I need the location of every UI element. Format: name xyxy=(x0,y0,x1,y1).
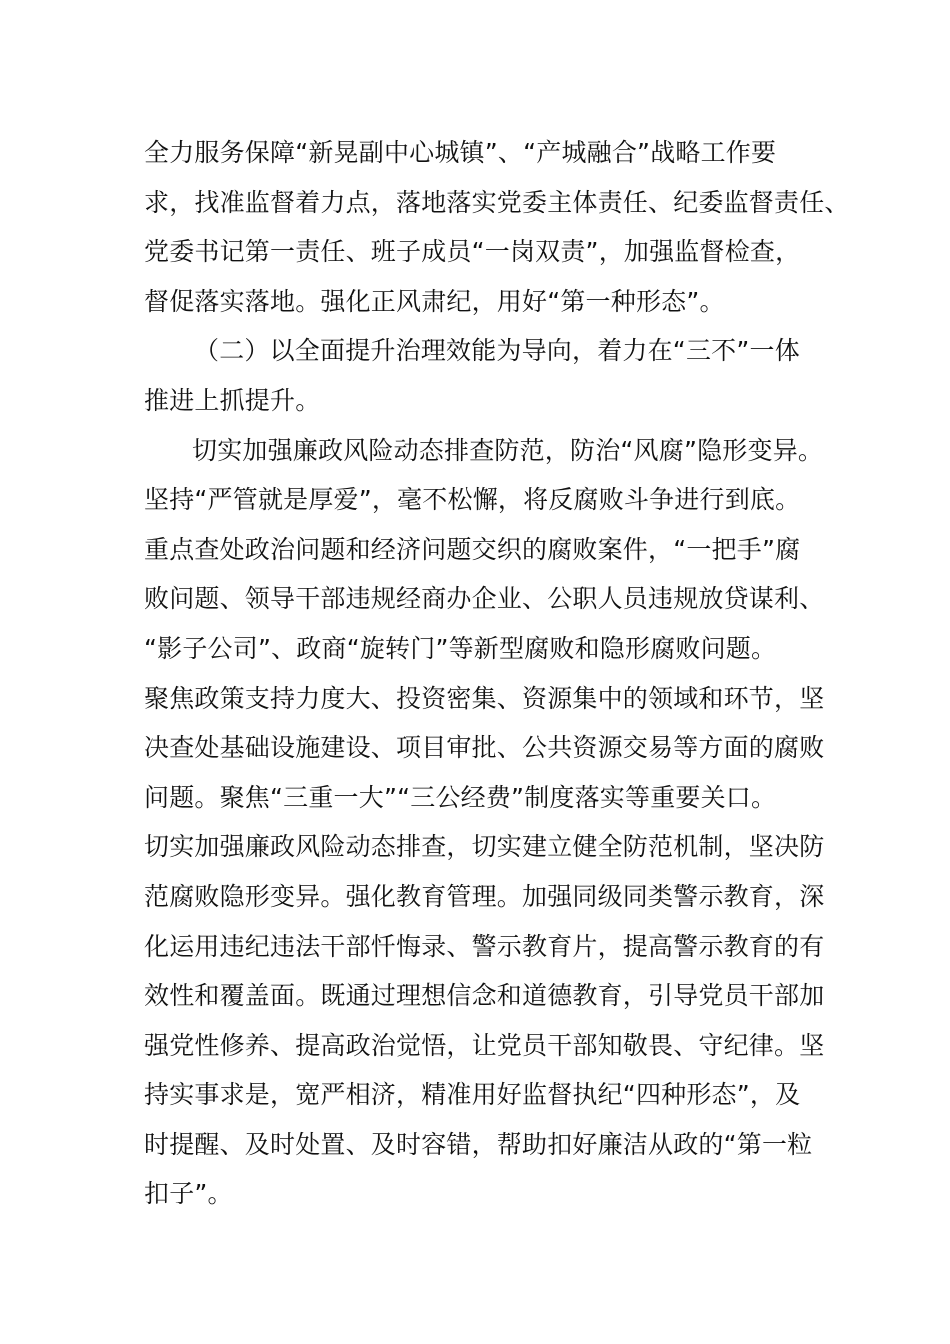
text-line-3: 党委书记第一责任、班子成员“一岗双责”，加强监督检查， xyxy=(144,237,801,267)
section-heading-line-1: （二）以全面提升治理效能为导向，着力在“三不”一体 xyxy=(194,336,800,366)
text-line-13: 决查处基础设施建设、项目审批、公共资源交易等方面的腐败 xyxy=(144,733,825,763)
text-line-16: 范腐败隐形变异。强化教育管理。加强同级同类警示教育，深 xyxy=(144,881,825,911)
text-line-18: 效性和覆盖面。既通过理想信念和道德教育，引导党员干部加 xyxy=(144,981,825,1011)
text-line-15: 切实加强廉政风险动态排查，切实建立健全防范机制，坚决防 xyxy=(144,832,825,862)
text-line-11: “影子公司”、政商“旋转门”等新型腐败和隐形腐败问题。 xyxy=(144,633,777,663)
text-line-9: 重点查处政治问题和经济问题交织的腐败案件，“一把手”腐 xyxy=(144,534,801,564)
text-line-2: 求，找准监督着力点，落地落实党委主体责任、纪委监督责任、 xyxy=(144,187,850,217)
text-line-4: 督促落实落地。强化正风肃纪，用好“第一种形态”。 xyxy=(144,286,725,316)
text-line-22: 扣子”。 xyxy=(144,1179,233,1209)
text-line-14: 问题。聚焦“三重一大”“三公经费”制度落实等重要关口。 xyxy=(144,782,777,812)
section-heading-line-2: 推进上抓提升。 xyxy=(144,385,321,415)
text-line-1: 全力服务保障“新晃副中心城镇”、“产城融合”战略工作要 xyxy=(144,138,777,167)
text-line-8: 坚持“严管就是厚爱”，毫不松懈，将反腐败斗争进行到底。 xyxy=(144,485,801,515)
text-line-20: 持实事求是，宽严相济，精准用好监督执纪“四种形态”，及 xyxy=(144,1080,801,1110)
text-line-10: 败问题、领导干部违规经商办企业、公职人员违规放贷谋利、 xyxy=(144,584,825,614)
text-line-12: 聚焦政策支持力度大、投资密集、资源集中的领域和环节，坚 xyxy=(144,683,825,713)
text-line-21: 时提醒、及时处置、及时容错，帮助扣好廉洁从政的“第一粒 xyxy=(144,1129,813,1159)
text-line-17: 化运用违纪违法干部忏悔录、警示教育片，提高警示教育的有 xyxy=(144,931,825,961)
body-text xyxy=(144,128,850,1219)
paragraph-first-line: 切实加强廉政风险动态排查防范，防治“风腐”隐形变异。 xyxy=(192,435,824,465)
text-line-19: 强党性修养、提高政治觉悟，让党员干部知敬畏、守纪律。坚 xyxy=(144,1030,825,1060)
